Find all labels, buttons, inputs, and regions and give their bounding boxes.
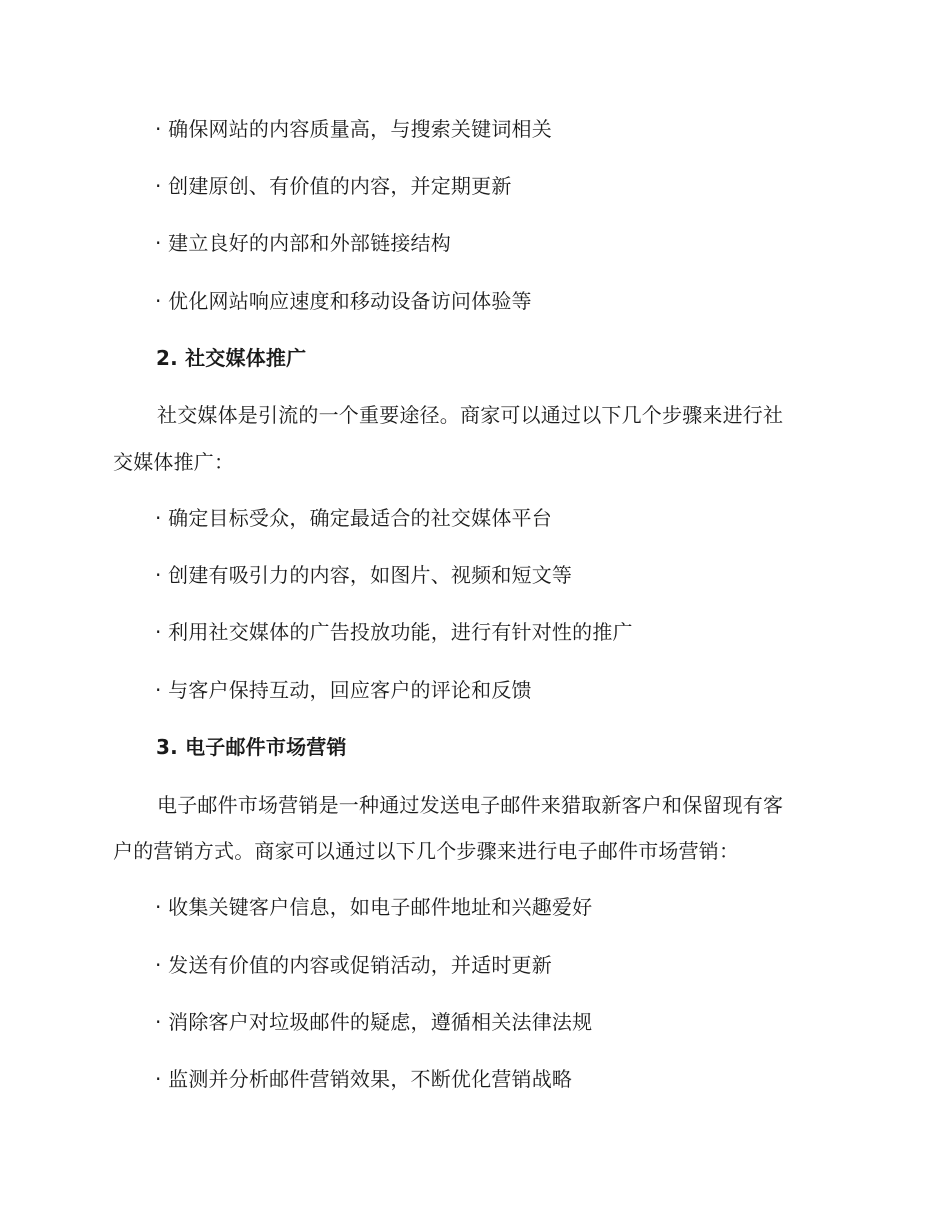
bullet-item: · 确定目标受众，确定最适合的社交媒体平台 xyxy=(155,506,552,530)
paragraph-line: 交媒体推广： xyxy=(113,450,235,474)
paragraph-line: 户的营销方式。商家可以通过以下几个步骤来进行电子邮件市场营销： xyxy=(113,839,740,863)
bullet-item: · 监测并分析邮件营销效果，不断优化营销战略 xyxy=(155,1067,573,1091)
bullet-item: · 建立良好的内部和外部链接结构 xyxy=(155,231,451,255)
bullet-item: · 确保网站的内容质量高，与搜索关键词相关 xyxy=(155,117,552,141)
paragraph-line: 社交媒体是引流的一个重要途径。商家可以通过以下几个步骤来进行社 xyxy=(157,403,784,427)
bullet-item: · 收集关键客户信息，如电子邮件地址和兴趣爱好 xyxy=(155,895,593,919)
bullet-item: · 利用社交媒体的广告投放功能，进行有针对性的推广 xyxy=(155,620,633,644)
bullet-item: · 消除客户对垃圾邮件的疑虑，遵循相关法律法规 xyxy=(155,1010,593,1034)
bullet-item: · 与客户保持互动，回应客户的评论和反馈 xyxy=(155,678,532,702)
bullet-item: · 发送有价值的内容或促销活动，并适时更新 xyxy=(155,953,552,977)
bullet-item: · 优化网站响应速度和移动设备访问体验等 xyxy=(155,289,532,313)
bullet-item: · 创建原创、有价值的内容，并定期更新 xyxy=(155,174,512,198)
section-heading: 3. 电子邮件市场营销 xyxy=(156,735,347,759)
paragraph-line: 电子邮件市场营销是一种通过发送电子邮件来猎取新客户和保留现有客 xyxy=(157,793,784,817)
section-heading: 2. 社交媒体推广 xyxy=(156,346,307,370)
bullet-item: · 创建有吸引力的内容，如图片、视频和短文等 xyxy=(155,563,573,587)
